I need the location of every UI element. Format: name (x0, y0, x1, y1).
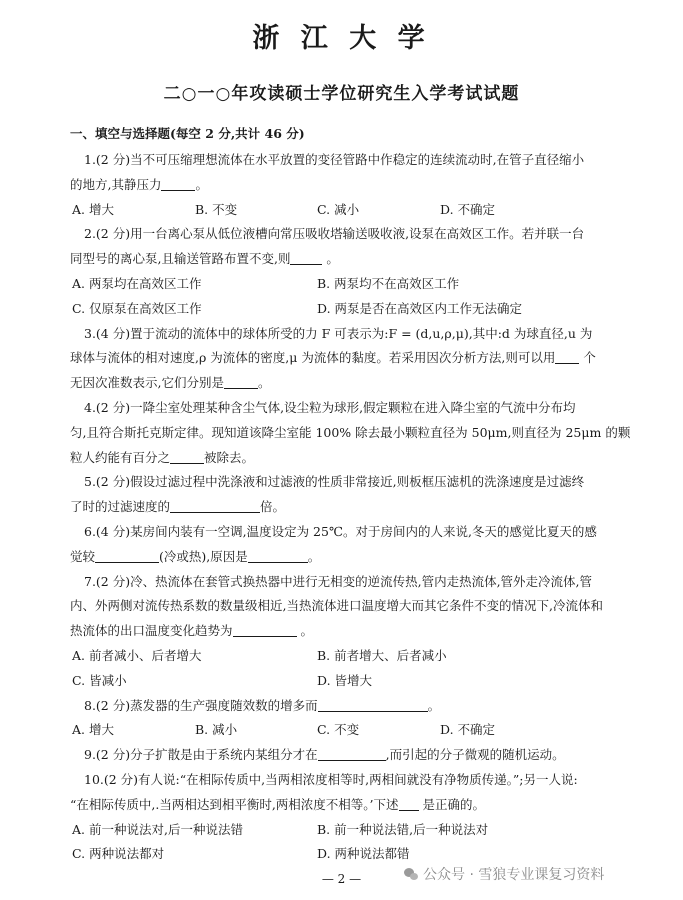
question-6-text: 。 (307, 548, 321, 564)
question-1-options (70, 198, 637, 223)
question-1-text: 1.(2 分)当不可压缩理想流体在水平放置的变径管路中作稳定的连续流动时,在管子直径缩小 (84, 152, 585, 167)
question-2-line (70, 247, 637, 272)
answer-blank[interactable] (224, 374, 258, 389)
question-7-text: 7.(2 分)冷、热流体在套管式换热器中进行无相变的逆流传热,管内走热流体,管外走冷流体,管 (84, 573, 593, 589)
question-8-text: 8.(2 分)蒸发器的生产强度随效数的增多而 (84, 697, 318, 713)
question-2-text: 。 (322, 251, 339, 267)
question-3-text: 3.(4 分)置于流动的流体中的球体所受的力 F 可表示为:F = (d,u,ρ,μ),其中:d 为球直径,u 为 (84, 325, 593, 341)
question-10-text: “在相际传质中,.当两相达到相平衡时,两相浓度不相等。’下述 (70, 796, 399, 812)
answer-blank[interactable] (170, 449, 204, 464)
question-7-text: 。 (296, 623, 313, 639)
answer-blank[interactable] (248, 548, 308, 563)
option-c[interactable]: C. 减小 (317, 201, 360, 217)
question-3-line (70, 346, 637, 371)
answer-blank[interactable] (233, 622, 297, 637)
question-1-line (70, 148, 637, 173)
question-6-text: 6.(4 分)某房间内装有一空调,温度设定为 25℃。对于房间内的人来说,冬天的感觉比夏天的感 (84, 523, 597, 539)
wechat-icon (404, 868, 419, 881)
page-number: — 2 — (321, 872, 362, 886)
option-d[interactable]: D. 不确定 (440, 201, 496, 217)
option-a[interactable]: A. 增大 (72, 201, 114, 217)
question-10-line (70, 793, 637, 818)
question-4-text: 4.(2 分)一降尘室处理某种含尘气体,设尘粒为球形,假定颗粒在进入降尘室的气流中分布均 (84, 399, 576, 415)
question-2-line (70, 222, 637, 247)
option-b[interactable]: B. 前者增大、后者减小 (317, 647, 447, 663)
question-8-text: 。 (427, 697, 441, 713)
answer-blank[interactable] (399, 796, 419, 811)
question-3-text: 球体与流体的相对速度,ρ 为流体的密度,μ 为流体的黏度。若采用因次分析方法,则可以用 (70, 350, 556, 366)
option-b[interactable]: B. 不变 (195, 201, 238, 217)
question-7-options (70, 644, 637, 669)
answer-blank[interactable] (555, 349, 579, 364)
question-4-text: 粒人约能有百分之 (70, 449, 171, 465)
question-5-text: 倍。 (260, 499, 286, 515)
exam-subtitle: 二○一○年攻读硕士学位研究生入学考试试题 (163, 84, 520, 104)
answer-blank[interactable] (318, 697, 428, 712)
question-7-options (70, 669, 637, 694)
answer-blank[interactable] (170, 498, 260, 513)
question-4-line (70, 396, 637, 421)
answer-blank[interactable] (161, 176, 195, 191)
question-7-line (70, 570, 637, 595)
question-list (70, 148, 637, 867)
option-c[interactable]: C. 两种说法都对 (72, 846, 165, 862)
question-9-text: 9.(2 分)分子扩散是由于系统内某组分才在 (84, 747, 318, 763)
option-a[interactable]: A. 增大 (72, 722, 114, 738)
question-2-text: 同型号的离心泵,且输送管路布置不变,则 (70, 251, 291, 267)
question-3-text: 。 (257, 375, 271, 391)
question-5-line (70, 470, 637, 495)
question-8-line (70, 694, 637, 719)
option-d[interactable]: D. 皆增大 (317, 672, 373, 688)
option-c[interactable]: C. 不变 (317, 722, 360, 738)
question-7-text: 热流体的出口温度变化趋势为 (70, 623, 233, 639)
answer-blank[interactable] (290, 250, 322, 265)
option-b[interactable]: B. 前一种说法错,后一种说法对 (317, 821, 489, 837)
question-3-line (70, 371, 637, 396)
answer-blank[interactable] (95, 548, 159, 563)
question-10-line (70, 768, 637, 793)
question-6-line (70, 520, 637, 545)
answer-blank[interactable] (318, 746, 386, 761)
question-9-text: ,而引起的分子微观的随机运动。 (385, 747, 565, 763)
option-d[interactable]: D. 两种说法都错 (317, 846, 410, 862)
question-4-text: 被除去。 (204, 449, 255, 465)
option-b[interactable]: B. 减小 (195, 722, 238, 738)
question-6-text: 觉较 (70, 548, 96, 564)
question-3-line (70, 322, 637, 347)
question-10-text: 10.(2 分)有人说:“在相际传质中,当两相浓度相等时,两相间就没有净物质传递。”;另一人说: (84, 771, 578, 787)
option-a[interactable]: A. 前者减小、后者增大 (72, 647, 202, 663)
university-title: 浙 江 大 学 (252, 23, 431, 54)
watermark (404, 864, 604, 884)
question-10-text: 是正确的。 (418, 796, 486, 812)
question-3-text: 无因次准数表示,它们分别是 (70, 375, 224, 391)
option-c[interactable]: C. 仅原泵在高效区工作 (72, 300, 202, 316)
question-10-options (70, 818, 637, 843)
question-5-text: 了时的过滤速度的 (70, 499, 171, 515)
question-8-options (70, 718, 637, 743)
question-9-line (70, 743, 637, 768)
option-a[interactable]: A. 两泵均在高效区工作 (72, 275, 202, 291)
question-1-text: 。 (195, 176, 208, 192)
option-c[interactable]: C. 皆减小 (72, 672, 127, 688)
question-4-line (70, 421, 637, 446)
question-4-line (70, 446, 637, 471)
question-7-line (70, 619, 637, 644)
question-1-line (70, 173, 637, 198)
question-2-options (70, 297, 637, 322)
question-5-line (70, 495, 637, 520)
option-d[interactable]: D. 不确定 (440, 722, 496, 738)
question-6-text: (冷或热),原因是 (159, 548, 248, 564)
question-4-text: 匀,且符合斯托克斯定律。现知道该降尘室能 100% 除去最小颗粒直径为 50μm,则直径为 25μm 的颗 (70, 424, 631, 440)
watermark-text: 公众号 · 雪狼专业课复习资料 (423, 867, 605, 883)
question-7-line (70, 594, 637, 619)
question-2-options (70, 272, 637, 297)
option-d[interactable]: D. 两泵是否在高效区内工作无法确定 (317, 300, 523, 316)
question-6-line (70, 545, 637, 570)
question-1-text: 的地方,其静压力 (70, 176, 162, 192)
section-heading: 一、填空与选择题(每空 2 分,共计 46 分) (70, 126, 305, 141)
option-a[interactable]: A. 前一种说法对,后一种说法错 (72, 821, 243, 837)
question-2-text: 2.(2 分)用一台离心泵从低位液槽向常压吸收塔输送吸收液,设泵在高效区工作。若并联一台 (84, 226, 585, 242)
question-3-text: 个 (579, 350, 596, 366)
question-5-text: 5.(2 分)假设过滤过程中洗涤液和过滤液的性质非常接近,则板框压滤机的洗涤速度是过滤终 (84, 474, 585, 490)
option-b[interactable]: B. 两泵均不在高效区工作 (317, 275, 460, 291)
question-7-text: 内、外两侧对流传热系数的数量级相近,当热流体进口温度增大而其它条件不变的情况下,冷流体和 (70, 598, 603, 614)
